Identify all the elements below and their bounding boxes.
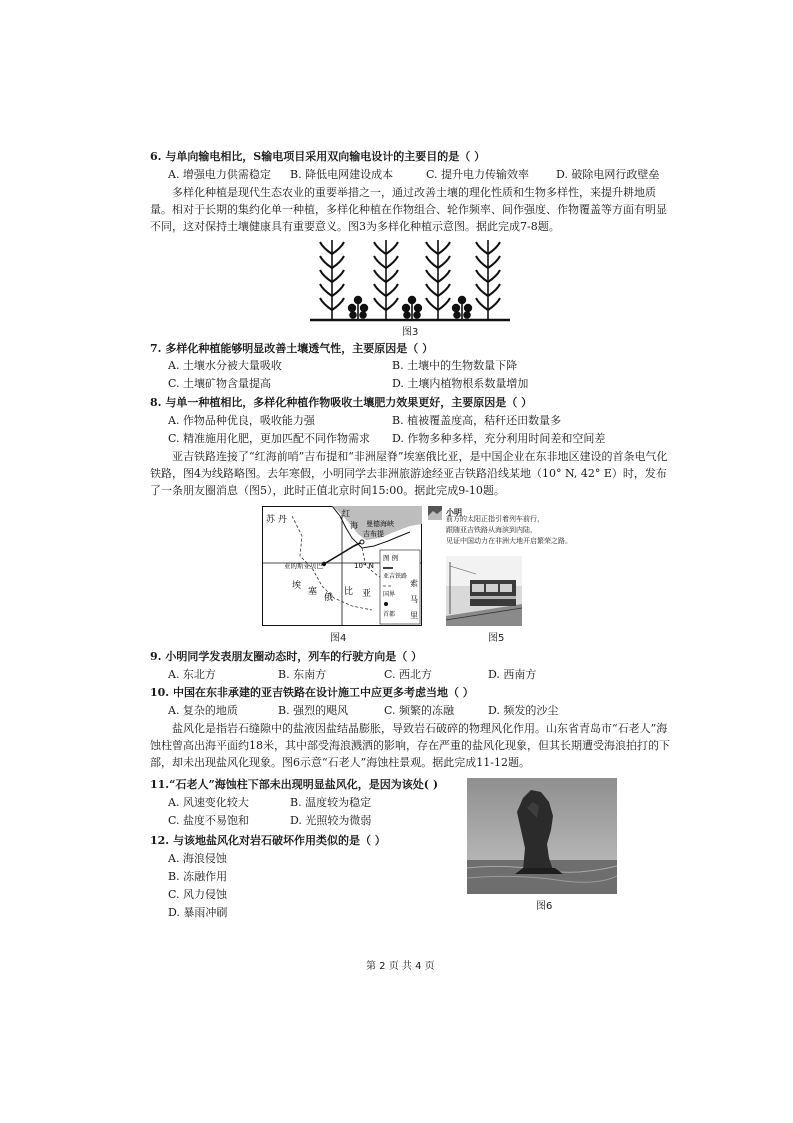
label-ai: 埃 [292,581,302,591]
q10-option-d: D. 频发的沙尘 [488,704,559,717]
tall-crop-leaf [426,242,438,254]
tall-crop-leaf [476,270,488,282]
figure-3-planting-diagram [310,236,510,328]
tall-crop-leaf [332,270,344,282]
tall-crop-leaf [332,284,344,296]
tall-crop-leaf [476,242,488,254]
label-e: 俄 [324,593,334,603]
q6-stem: 6. 与单向输电相比，S输电项目采用双向输电设计的主要目的是（ ） [150,150,486,163]
q9-stem: 9. 小明同学发表朋友圈动态时，列车的行驶方向是（ ） [150,650,423,663]
djibouti-marker [360,540,364,544]
tall-crop-leaf [386,242,398,254]
tall-crop-leaf [438,284,450,296]
label-ya: 亚 [362,589,372,599]
q10-option-a: A. 复杂的地质 [168,704,238,717]
short-crop-leaf [361,305,368,312]
legend-capital-symbol [384,602,388,606]
q6-option-b: B. 降低电网建设成本 [290,168,394,181]
short-crop-leaf [350,312,356,318]
passage-addis-djibouti-railway: 亚吉铁路连接了“红海前哨”吉布提和“非洲屋脊”埃塞俄比亚，是中国企业在东非地区建设的首条电气化铁路，图4为线路略图。去年寒假，小明同学去非洲旅游途经亚吉铁路沿线某地（10° N, 42° E）时，发布了一条朋友圈消息（图5），此时正值北京时间15:00。据此完成9-10题。 [150,450,668,497]
q11-option-b: B. 温度较为稳定 [290,796,372,809]
avatar [428,506,442,520]
tall-crop-leaf [374,256,386,268]
q8-option-d: D. 作物多种多样，充分利用时间差和空间差 [392,432,606,445]
post-line-1: 前方的太阳正指引着列车前行， [446,515,544,523]
tall-crop-leaf [488,284,500,296]
figure-6-sea-stack-photo [467,778,617,894]
figure-3-caption: 图3 [402,327,419,338]
passage-diversified-planting: 多样化种植是现代生态农业的重要举措之一，通过改善土壤的理化性质和生物多样性，来提升耕地质量。相对于长期的集约化单一种植，多样化种植在作物组合、轮作频率、间作强度、作物覆盖等方面有明显不同，这对保持土壤健康具有重要意义。图3为多样化种植示意图。据此完成7-8题。 [150,186,667,233]
tall-crop-leaf [332,298,344,310]
q12-stem: 12. 与该地盐风化对岩石破坏作用类似的是（ ） [150,834,386,847]
short-crop-leaf [464,312,470,318]
tall-crop-leaf [320,298,332,310]
q8-option-b: B. 植被覆盖度高，秸秆还田数量多 [392,414,562,427]
passage-salt-weathering: 盐风化是指岩石缝隙中的盐液因盐结晶膨胀，导致岩石破碎的物理风化作用。山东省青岛市“石老人”海蚀柱曾高出海平面约18米，其中部受海浪溅洒的影响，存在严重的盐风化现象，但其长期遭受海浪拍打的下部，却未出现盐风化现象。图6示意“石老人”海蚀柱景观。据此完成11-12题。 [150,722,670,769]
q12-option-d: D. 暴雨冲刷 [168,906,228,919]
short-crop-leaf [403,305,410,312]
q12-option-c: C. 风力侵蚀 [168,888,228,901]
label-addis: 亚的斯亚贝巴 [284,562,323,570]
q9-option-d: D. 西南方 [488,668,537,681]
short-crop-leaf [404,312,410,318]
tall-crop-leaf [488,256,500,268]
figure-4-caption: 图4 [330,633,347,644]
tall-crop-leaf [426,298,438,310]
tall-crop-leaf [476,284,488,296]
short-crop-leaf [360,312,366,318]
q12-option-a: A. 海浪侵蚀 [168,852,227,865]
q11-option-a: A. 风速变化较大 [168,796,249,809]
tall-crop-leaf [386,270,398,282]
label-sudan: 苏 丹 [266,515,287,525]
post-line-2: 跟随亚吉铁路从海滨到内陆， [446,526,537,534]
label-li: 里 [410,611,418,620]
tall-crop-leaf [488,298,500,310]
tall-crop-leaf [374,284,386,296]
q11-option-c: C. 盐度不易饱和 [168,814,250,827]
tall-crop-leaf [476,256,488,268]
label-bi: 比 [344,587,354,597]
legend-border-label: 国界 [383,591,396,598]
tall-crop-leaf [320,242,332,254]
label-sea: 海 [350,521,358,530]
figure-6-caption: 图6 [536,901,553,912]
q9-option-a: A. 东北方 [168,668,216,681]
tall-crop-leaf [320,256,332,268]
legend-title: 图 例 [383,554,399,562]
q7-option-b: B. 土壤中的生物数量下降 [392,359,518,372]
short-crop-leaf [349,305,356,312]
tall-crop-leaf [438,298,450,310]
label-10n: 10° N [354,562,374,570]
q11-option-d: D. 光照较为微弱 [290,814,372,827]
tall-crop-leaf [332,256,344,268]
figure-5-caption: 图5 [488,633,505,644]
q10-stem: 10. 中国在东非承建的亚吉铁路在设计施工中应更多考虑当地（ ） [150,686,474,699]
tall-crop-leaf [332,242,344,254]
short-crop-leaf [409,297,416,304]
q7-option-c: C. 土壤矿物含量提高 [168,377,272,390]
figure-5-social-post [428,506,590,626]
tall-crop-leaf [426,284,438,296]
q11-stem: 11.“石老人”海蚀柱下部未出现明显盐风化，是因为该处( ) [150,778,439,791]
tall-crop-leaf [386,256,398,268]
tall-crop-leaf [488,242,500,254]
label-suo: 索 [410,579,418,588]
figure-4-railway-map [262,506,422,626]
short-crop-leaf [465,305,472,312]
post-username: 小明 [446,508,462,517]
short-crop-leaf [453,305,460,312]
tall-crop-leaf [438,270,450,282]
tall-crop-leaf [426,256,438,268]
short-crop-leaf [414,312,420,318]
legend-capital-label: 首都 [383,611,396,618]
legend-rail-label: 亚吉铁路 [383,573,408,580]
tall-crop-leaf [320,270,332,282]
q9-option-b: B. 东南方 [278,668,327,681]
q6-option-c: C. 提升电力传输效率 [426,168,530,181]
q6-option-d: D. 破除电网行政壁垒 [556,168,660,181]
label-mandeb: 曼德海峡 [366,520,394,528]
short-crop-leaf [355,297,362,304]
tall-crop-leaf [476,298,488,310]
tall-crop-leaf [320,284,332,296]
short-crop-leaf [459,297,466,304]
q8-option-a: A. 作物品种优良，吸收能力强 [168,414,315,427]
q6-option-a: A. 增强电力供需稳定 [168,168,271,181]
tall-crop-leaf [374,270,386,282]
label-red: 红 [342,509,350,518]
short-crop-leaf [415,305,422,312]
q7-option-d: D. 土壤内植物根系数量增加 [392,377,529,390]
q7-option-a: A. 土壤水分被大量吸收 [168,359,282,372]
label-sai: 塞 [308,587,318,597]
q7-stem: 7. 多样化种植能够明显改善土壤透气性，主要原因是（ ） [150,342,434,355]
tall-crop-leaf [386,284,398,296]
q9-option-c: C. 西北方 [384,668,433,681]
tall-crop-leaf [426,270,438,282]
q8-option-c: C. 精准施用化肥，更加匹配不同作物需求 [168,432,371,445]
short-crop-leaf [454,312,460,318]
q10-option-c: C. 频繁的冻融 [384,704,455,717]
q10-option-b: B. 强烈的飓风 [278,704,349,717]
train-photo [446,556,522,626]
tall-crop-leaf [374,242,386,254]
q8-stem: 8. 与单一种植相比，多样化种植作物吸收土壤肥力效果更好，主要原因是（ ） [150,396,533,409]
tall-crop-leaf [438,242,450,254]
tall-crop-leaf [438,256,450,268]
post-line-3: 见证中国动力在非洲大地开启繁荣之路。 [446,537,572,545]
label-ma: 马 [410,595,418,604]
tall-crop-leaf [488,270,500,282]
tall-crop-leaf [386,298,398,310]
tall-crop-leaf [374,298,386,310]
q12-option-b: B. 冻融作用 [168,870,228,883]
label-djibouti: 吉布提 [363,530,384,538]
page-footer: 第 2 页 共 4 页 [366,961,435,972]
